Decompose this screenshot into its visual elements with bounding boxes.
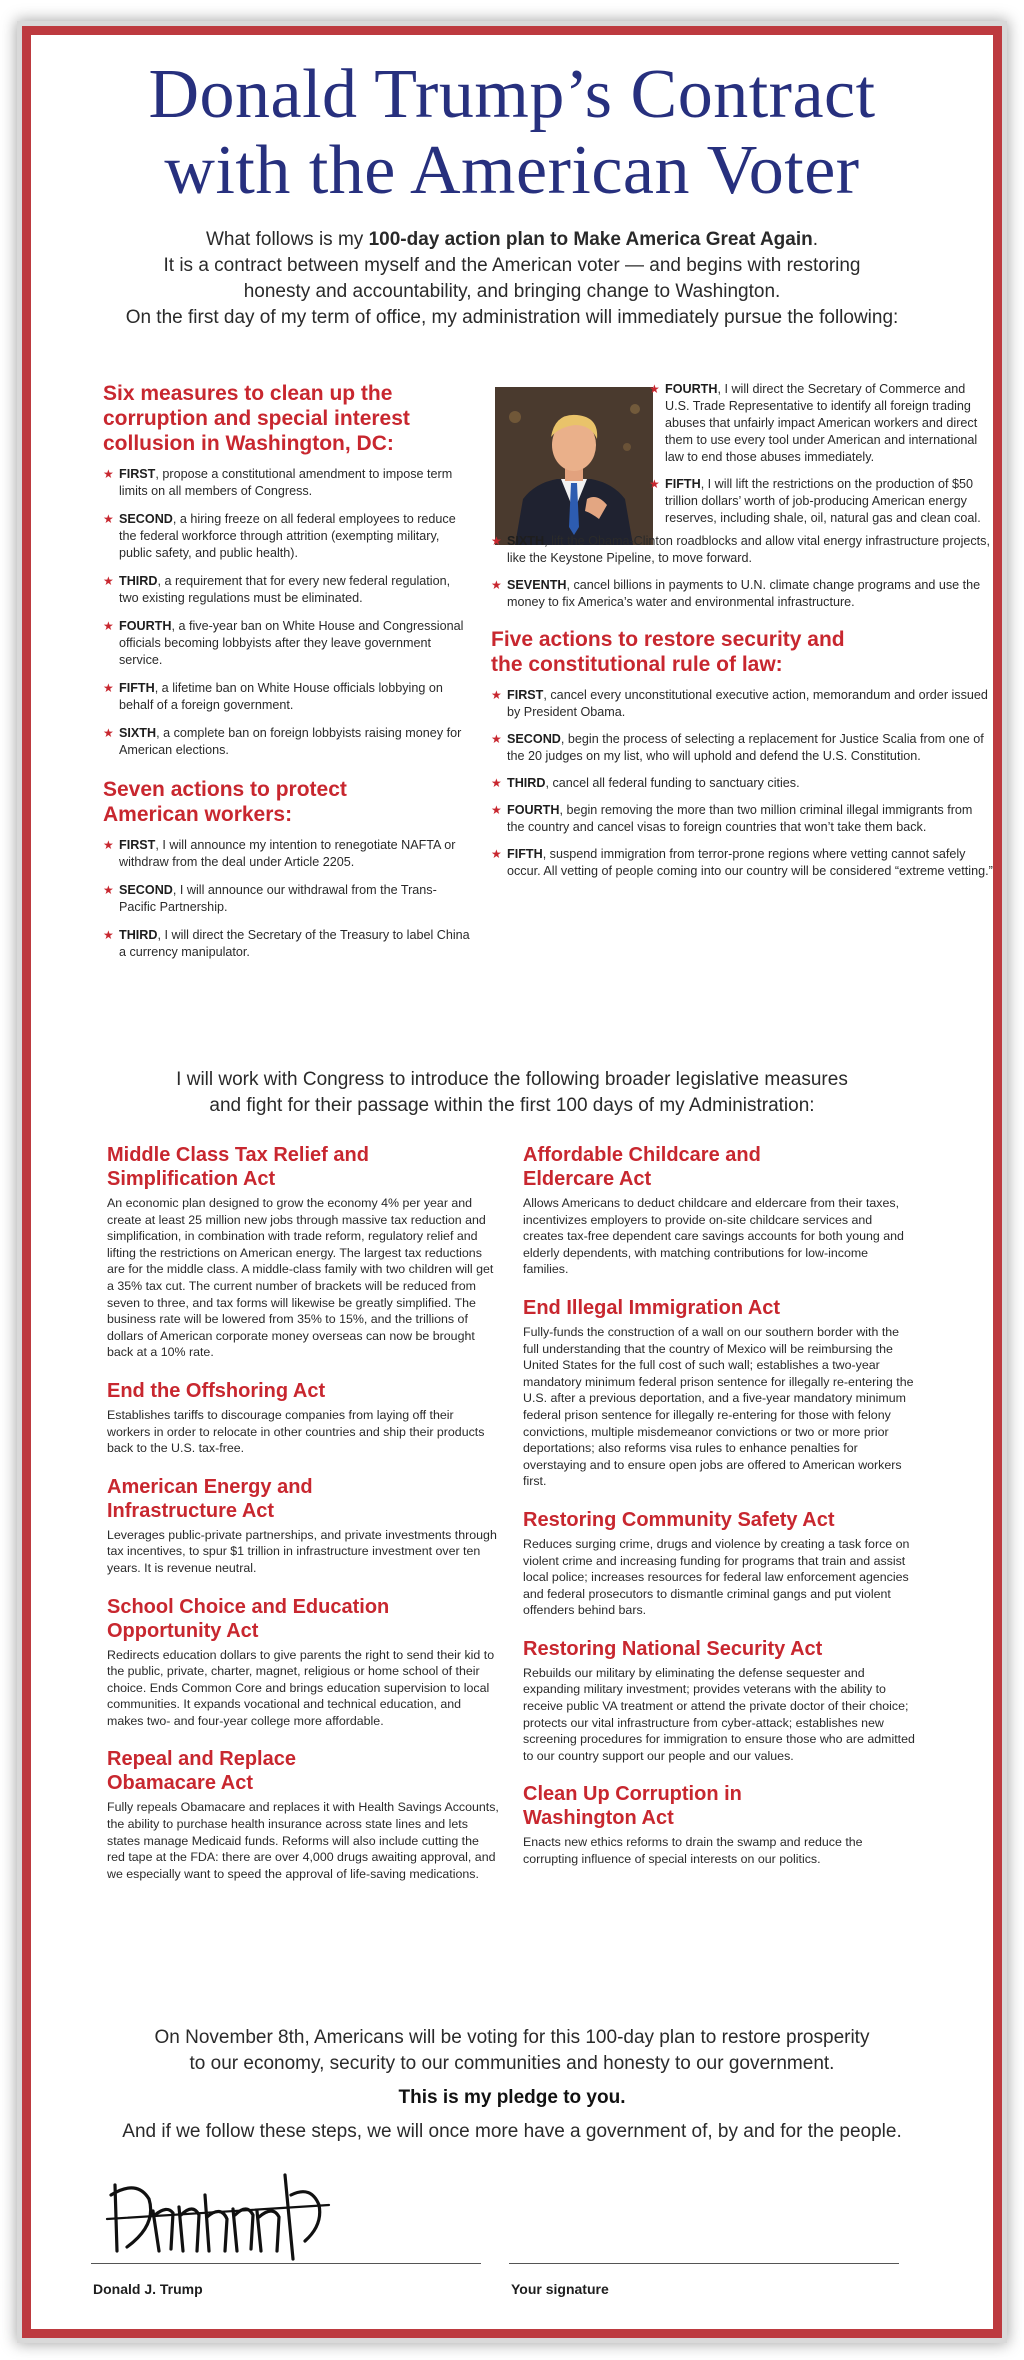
star-icon: ★ (491, 732, 502, 746)
corruption-measures-list (103, 466, 473, 759)
star-icon: ★ (491, 688, 502, 702)
list-item: ★ THIRD, I will direct the Secretary of the Treasury to label China a currency manipulator. (103, 928, 470, 959)
intro-paragraph (51, 227, 973, 331)
act-body: Rebuilds our military by eliminating the defense sequester and expanding military investment; provides veterans with the ability to receive public VA treatment or attend the private doctor of their choice; protects our vital infrastructure from cyber-attack; establishes new screening procedures for immigration to ensure those who are admitted to our country support our people and our values. (523, 1665, 915, 1763)
list-item: ★ FOURTH, a five-year ban on White House and Congressional officials becoming lobbyists after they leave government service. (103, 619, 464, 667)
act-title: Restoring Community Safety Act (523, 1508, 835, 1531)
intro-line-3: honesty and accountability, and bringing change to Washington. (243, 281, 781, 302)
security-actions-list (491, 687, 993, 880)
list-item: ★ FIRST, cancel every unconstitutional executive action, memorandum and order issued by President Obama. (491, 688, 988, 719)
section-heading-workers: Seven actions to protect American workers: (103, 778, 347, 826)
act-block (107, 1143, 499, 1361)
page-title (51, 57, 973, 209)
act-body: Fully repeals Obamacare and replaces it with Health Savings Accounts, the ability to purchase health insurance across state lines and lets states manage Medicaid funds. Reforms will also include cutting the red tape at the FDA: there are over 4,000 drugs awaiting approval, and we especially want to speed the approval of life-saving medications. (107, 1800, 499, 1881)
act-body: Leverages public-private partnerships, and private investments through tax incentives, to spur $1 trillion in infrastructure investment over ten years. It is revenue neutral. (107, 1527, 497, 1575)
star-icon: ★ (103, 512, 114, 526)
signature-area (91, 2155, 933, 2325)
star-icon: ★ (103, 619, 114, 633)
act-title: Middle Class Tax Relief and Simplification Act (107, 1144, 369, 1190)
list-item: ★ SIXTH, lift the Obama-Clinton roadblocks and allow vital energy infrastructure projects, like the Keystone Pipeline, to move forward. (491, 534, 990, 565)
star-icon: ★ (649, 477, 660, 491)
closing-line-2: to our economy, security to our communities and honesty to our government. (189, 2053, 835, 2074)
title-line-2: with the American Voter (164, 132, 860, 209)
star-icon: ★ (649, 382, 660, 396)
act-title: Clean Up Corruption in Washington Act (523, 1783, 742, 1830)
document-page (22, 26, 1002, 2338)
star-icon: ★ (103, 883, 114, 897)
closing-last-line: And if we follow these steps, we will once more have a government of, by and for the people. (122, 2121, 902, 2142)
handwritten-signature (97, 2155, 337, 2265)
acts-right-column (523, 1143, 915, 1886)
list-item: ★ FIFTH, I will lift the restrictions on the production of $50 trillion dollars’ worth of job-producing American energy reserves, including shale, oil, natural gas and clean coal. (649, 477, 981, 525)
act-body: Redirects education dollars to give parents the right to send their kid to the public, private, charter, magnet, religious or home school of their choice. Ends Common Core and brings education supervision to local communities. It expands vocational and technical education, and makes two- and four-year college more affordable. (107, 1647, 495, 1728)
act-title: Affordable Childcare and Eldercare Act (523, 1144, 761, 1190)
act-block (523, 1143, 915, 1278)
act-title: Repeal and Replace Obamacare Act (107, 1748, 296, 1795)
closing-statement (51, 2025, 973, 2145)
legislative-intro-line-1: I will work with Congress to introduce the following broader legislative measures (176, 1069, 848, 1090)
list-item: ★ THIRD, cancel all federal funding to sanctuary cities. (491, 776, 800, 790)
act-title: End Illegal Immigration Act (523, 1296, 781, 1319)
act-body: Allows Americans to deduct childcare and eldercare from their taxes, incentivizes employers to provide on-site childcare services and creates tax-free dependent care savings accounts for both young and elderly dependents, with matching contributions for low-income families. (523, 1196, 904, 1277)
list-item: ★ THIRD, a requirement that for every new federal regulation, two existing regulations must be eliminated. (103, 574, 451, 605)
star-icon: ★ (103, 574, 114, 588)
page-content (51, 56, 993, 2307)
star-icon: ★ (491, 803, 502, 817)
list-item: ★ FOURTH, I will direct the Secretary of Commerce and U.S. Trade Representative to identify all foreign trading abuses that unfairly impact American workers and direct them to use every tool under American and international law to end those abuses immediately. (649, 382, 978, 464)
section-heading-corruption: Six measures to clean up the corruption and special interest collusion in Washington, DC: (103, 382, 410, 455)
title-line-1: Donald Trump’s Contract (148, 56, 876, 133)
list-item: ★ FIFTH, suspend immigration from terror-prone regions where vetting cannot safely occur. All vetting of people coming into our country will be considered “extreme vetting.” (491, 847, 993, 878)
act-block (523, 1637, 915, 1765)
act-body: Establishes tariffs to discourage companies from laying off their workers in order to relocate in other countries and ship their products back to the U.S. tax-free. (107, 1407, 485, 1456)
closing-line-1: On November 8th, Americans will be voting for this 100-day plan to restore prosperity (154, 2027, 870, 2048)
pledge-line: This is my pledge to you. (398, 2087, 626, 2108)
list-item: ★ FIRST, propose a constitutional amendment to impose term limits on all members of Congress. (103, 467, 453, 498)
intro-line-2: It is a contract between myself and the American voter — and begins with restoring (163, 255, 861, 276)
star-icon: ★ (491, 578, 502, 592)
list-item: ★ FIFTH, a lifetime ban on White House officials lobbying on behalf of a foreign government. (103, 681, 443, 712)
act-title: School Choice and Education Opportunity Act (107, 1595, 390, 1642)
list-item: ★ SIXTH, a complete ban on foreign lobbyists raising money for American elections. (103, 726, 462, 757)
act-title: American Energy and Infrastructure Act (107, 1475, 313, 1522)
intro-line-4: On the first day of my term of office, my administration will immediately pursue the following: (125, 307, 899, 328)
list-item: ★ SECOND, a hiring freeze on all federal employees to reduce the federal workforce through attrition (exempting military, public safety, and public health). (103, 512, 456, 560)
day-one-columns (103, 381, 993, 1041)
signature-line-left (91, 2263, 481, 2264)
act-block (107, 1747, 499, 1882)
star-icon: ★ (103, 726, 114, 740)
intro-line-1: What follows is my 100-day action plan to Make America Great Again. (205, 229, 819, 250)
your-signature-label: Your signature (511, 2281, 609, 2297)
star-icon: ★ (103, 681, 114, 695)
list-item: ★ SECOND, begin the process of selecting a replacement for Justice Scalia from one of the 20 judges on my list, who will uphold and defend the U.S. Constitution. (491, 732, 984, 763)
signer-name-label: Donald J. Trump (93, 2281, 203, 2297)
act-body: An economic plan designed to grow the economy 4% per year and create at least 25 million new jobs through massive tax reduction and simplification, in combination with trade reform, regulatory relief and lifting the restrictions on American energy. The largest tax reductions are for the middle class. A middle-class family with two children will get a 35% tax cut. The current number of brackets will be reduced from seven to three, and tax forms will likewise be greatly simplified. The business rate will be lowered from 35% to 15%, and the trillions of dollars of American corporate money overseas can now be brought back at a 10% rate. (107, 1196, 494, 1360)
section-heading-security: Five actions to restore security and the constitutional rule of law: (491, 628, 845, 676)
list-item: ★ FOURTH, begin removing the more than two million criminal illegal immigrants from the country and cancel visas to foreign countries that won’t take them back. (491, 803, 973, 834)
list-item: ★ SEVENTH, cancel billions in payments to U.N. climate change programs and use the money to fix America’s water and environmental infrastructure. (491, 578, 981, 609)
act-block (523, 1296, 915, 1490)
act-body: Enacts new ethics reforms to drain the swamp and reduce the corrupting influence of special interests on our politics. (523, 1835, 863, 1867)
act-body: Reduces surging crime, drugs and violence by creating a task force on violent crime and increasing funding for programs that train and assist local police; increases resources for federal law enforcement agencies and federal prosecutors to dismantle criminal gangs and put violent offenders behind bars. (523, 1536, 910, 1618)
legislative-intro-line-2: and fight for their passage within the first 100 days of my Administration: (209, 1095, 815, 1116)
star-icon: ★ (103, 467, 114, 481)
star-icon: ★ (491, 847, 502, 861)
star-icon: ★ (103, 928, 114, 942)
workers-actions-list-right-top (491, 381, 993, 527)
acts-left-column (107, 1143, 499, 1900)
act-block (107, 1595, 499, 1730)
left-column (103, 381, 473, 972)
right-column (491, 381, 993, 890)
signature-line-right[interactable] (509, 2263, 899, 2264)
workers-actions-list-right (491, 533, 993, 611)
star-icon: ★ (491, 534, 502, 548)
list-item: ★ FIRST, I will announce my intention to renegotiate NAFTA or withdraw from the deal under Article 2205. (103, 838, 456, 869)
act-title: End the Offshoring Act (107, 1379, 326, 1402)
act-block (523, 1508, 915, 1619)
act-title: Restoring National Security Act (523, 1637, 823, 1660)
list-item: ★ SECOND, I will announce our withdrawal from the Trans-Pacific Partnership. (103, 883, 437, 914)
workers-actions-list-left (103, 837, 473, 961)
act-body: Fully-funds the construction of a wall on our southern border with the full understanding that the country of Mexico will be reimbursing the United States for the full cost of such wall; establishes a two-year mandatory minimum federal prison sentence for illegally re-entering the U.S. after a previous deportation, and a five-year mandatory minimum federal prison sentence for illegally re-entering for those with felony convictions, multiple misdemeanor convictions or two or more prior deportations; also reforms visa rules to enhance penalties for overstaying and to ensure open jobs are offered to American workers first. (523, 1324, 914, 1489)
act-block (523, 1782, 915, 1867)
act-block (107, 1475, 499, 1577)
legislative-intro (51, 1067, 973, 1119)
star-icon: ★ (103, 838, 114, 852)
act-block (107, 1379, 499, 1457)
star-icon: ★ (491, 776, 502, 790)
